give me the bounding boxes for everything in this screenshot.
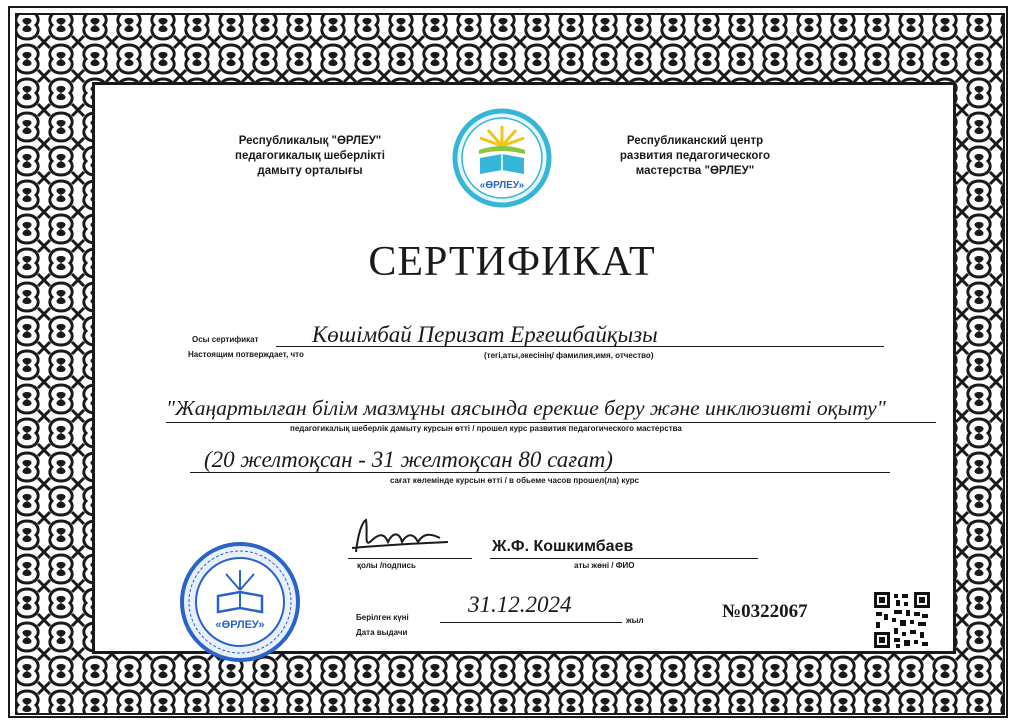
organization-name-kz (200, 134, 420, 179)
orleu-logo (452, 108, 552, 208)
signer-name: Ж.Ф. Кошкимбаев (492, 538, 634, 555)
course-hours: (20 желтоқсан - 31 желтоқсан 80 сағат) (204, 447, 613, 472)
signature-scribble (344, 512, 454, 562)
org-kz-line-3: дамыту орталығы (257, 165, 363, 177)
issue-date: 31.12.2024 (468, 592, 572, 617)
issue-date-suffix: жыл (626, 616, 644, 625)
recipient-caption: (тегі,аты,әкесінің/ фамилия,имя, отчество) (484, 351, 654, 360)
signature-caption: қолы /подпись (357, 561, 416, 570)
certificate-title: СЕРТИФИКАТ (368, 239, 656, 285)
course-caption: педагогикалық шеберлік дамыту курсын өтті / прошел курс развития педагогического мастерства (290, 424, 682, 433)
recipient-name: Көшімбай Перизат Ерғешбайқызы (312, 322, 658, 347)
official-seal (176, 540, 306, 662)
signer-name-underline (490, 558, 758, 559)
recipient-name-underline (276, 346, 884, 347)
course-title-underline (166, 422, 936, 423)
org-ru-line-3: мастерства "ӨРЛЕУ" (635, 165, 755, 177)
course-title: "Жаңартылған білім мазмұны аясында ерекше беру және инклюзивті оқыту" (166, 396, 886, 420)
org-ru-line-2: развития педагогического (619, 150, 771, 162)
org-kz-line-1: Республикалық "ӨРЛЕУ" (238, 135, 382, 147)
hours-caption: сағат көлемінде курсын өтті / в обьеме часов прошел(ла) курс (390, 476, 639, 485)
org-ru-line-1: Республиканский центр (626, 135, 764, 147)
recipient-label-kz: Осы сертификат (192, 335, 259, 344)
issue-date-underline (440, 622, 622, 623)
course-hours-underline (190, 472, 890, 473)
organization-name-ru (585, 134, 805, 179)
signature-line (348, 558, 472, 559)
signer-name-caption: аты жөні / ФИО (574, 561, 635, 570)
logo-text: «ӨРЛЕУ» (479, 180, 525, 191)
seal-text: «ӨРЛЕУ» (215, 619, 265, 631)
issue-date-label-kz: Берілген күні (356, 613, 409, 622)
org-kz-line-2: педагогикалық шеберлікті (235, 150, 385, 162)
certificate-number: №0322067 (722, 601, 808, 622)
issue-date-label-ru: Дата выдачи (356, 628, 408, 637)
recipient-label-ru: Настоящим потверждает, что (188, 350, 304, 359)
qr-code (874, 592, 930, 648)
